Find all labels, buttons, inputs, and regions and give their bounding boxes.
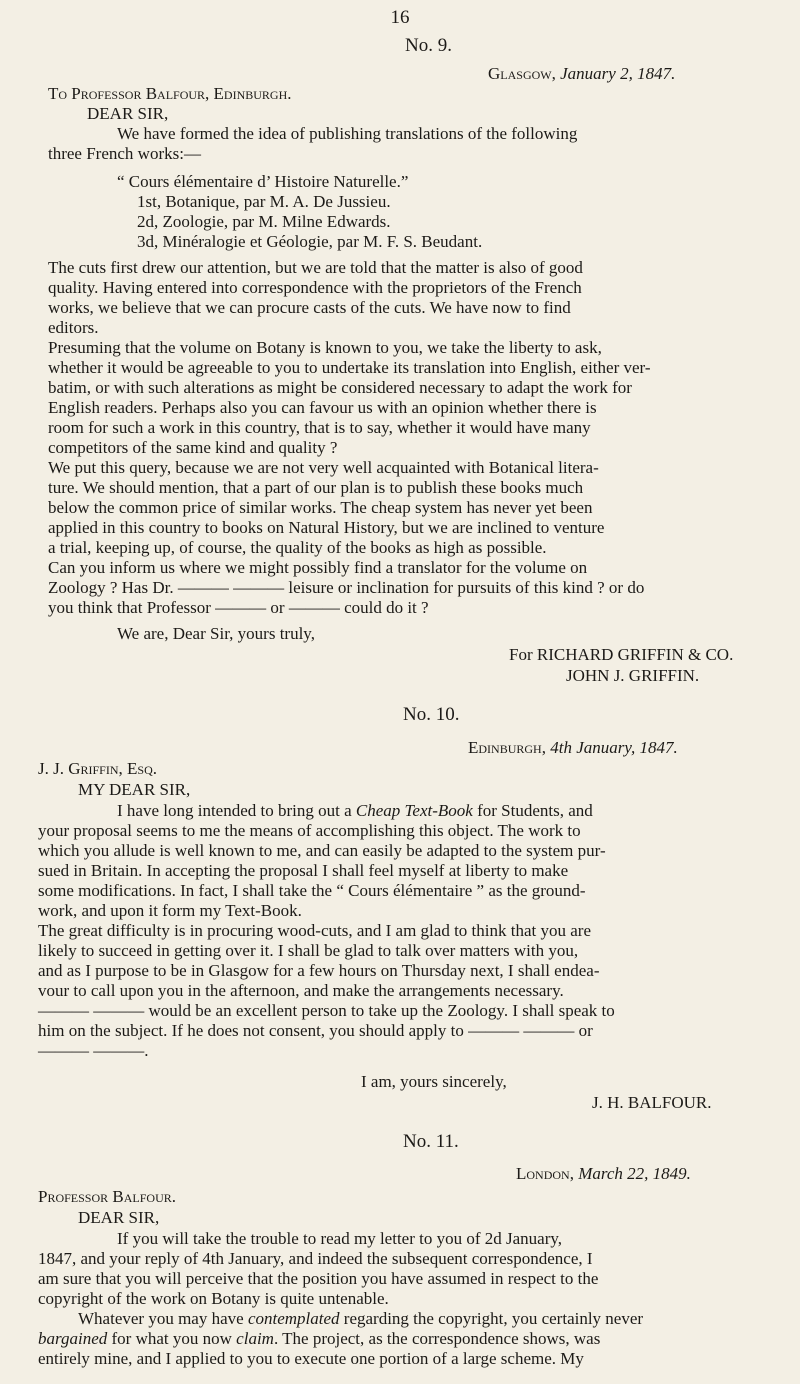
paragraph-line: We have formed the idea of publishing translations of the following <box>117 124 578 143</box>
paragraph-line: Presuming that the volume on Botany is known to you, we take the liberty to ask, <box>48 338 602 357</box>
paragraph-line: three French works:— <box>48 144 201 163</box>
paragraph-line: editors. <box>48 318 99 337</box>
letter-addressee: Professor Balfour. <box>38 1187 176 1206</box>
letter-date: March 22, 1849. <box>578 1164 691 1183</box>
letter-date: 4th January, 1847. <box>550 738 678 757</box>
paragraph-line: vour to call upon you in the afternoon, and make the arrangements necessary. <box>38 981 564 1000</box>
paragraph-line: Zoology ? Has Dr. ——— ——— leisure or inclination for pursuits of this kind ? or do <box>48 578 645 597</box>
paragraph-line: sued in Britain. In accepting the proposal I shall feel myself at liberty to make <box>38 861 569 880</box>
paragraph-line: Can you inform us where we might possibly find a translator for the volume on <box>48 558 588 577</box>
work-volume: 1st, Botanique, par M. A. De Jussieu. <box>137 192 391 211</box>
paragraph-line: ——— ——— would be an excellent person to take up the Zoology. I shall speak to <box>38 1001 615 1020</box>
paragraph-line: below the common price of similar works. The cheap system has never yet been <box>48 498 593 517</box>
paragraph-line: ——— ———. <box>38 1041 149 1060</box>
letter-salutation: DEAR SIR, <box>87 104 169 123</box>
letter-addressee: J. J. Griffin, Esq. <box>38 759 157 778</box>
letter-number: No. 11. <box>403 1131 459 1152</box>
paragraph-line: your proposal seems to me the means of accomplishing this object. The work to <box>38 821 581 840</box>
paragraph-line: competitors of the same kind and quality ? <box>48 438 338 457</box>
letter-number: No. 9. <box>405 35 452 56</box>
paragraph-line: copyright of the work on Botany is quite untenable. <box>38 1289 389 1308</box>
letter-closing: I am, yours sincerely, <box>361 1072 507 1091</box>
paragraph-line: which you allude is well known to me, and can easily be adapted to the system pur- <box>38 841 606 860</box>
work-title: “ Cours élémentaire d’ Histoire Naturelle.” <box>117 172 409 191</box>
letter-closing: We are, Dear Sir, yours truly, <box>117 624 315 643</box>
paragraph-line: am sure that you will perceive that the position you have assumed in respect to the <box>38 1269 599 1288</box>
letter-place: Edinburgh, <box>468 738 546 757</box>
letter-dateline <box>468 738 678 758</box>
paragraph-line: 1847, and your reply of 4th January, and indeed the subsequent correspondence, I <box>38 1249 593 1268</box>
paragraph-line: ture. We should mention, that a part of our plan is to publish these books much <box>48 478 584 497</box>
paragraph-line: work, and upon it form my Text-Book. <box>38 901 302 920</box>
letter-salutation: DEAR SIR, <box>78 1208 160 1227</box>
paragraph-line: quality. Having entered into correspondence with the proprietors of the French <box>48 278 582 297</box>
paragraph-line: and as I purpose to be in Glasgow for a few hours on Thursday next, I shall endea- <box>38 961 600 980</box>
paragraph-line: I have long intended to bring out a Cheap Text-Book for Students, and <box>117 801 593 820</box>
letter-date: January 2, 1847. <box>560 64 676 83</box>
paragraph-line: likely to succeed in getting over it. I shall be glad to talk over matters with you, <box>38 941 579 960</box>
paragraph-line: applied in this country to books on Natural History, but we are inclined to venture <box>48 518 605 537</box>
paragraph-line: The great difficulty is in procuring wood-cuts, and I am glad to think that you are <box>38 921 591 940</box>
letter-place: London, <box>516 1164 574 1183</box>
letter-dateline <box>516 1164 691 1184</box>
paragraph-line: works, we believe that we can procure casts of the cuts. We have now to find <box>48 298 571 317</box>
paragraph-line: some modifications. In fact, I shall take the “ Cours élémentaire ” as the ground- <box>38 881 586 900</box>
paragraph-line: batim, or with such alterations as might be considered necessary to adapt the work for <box>48 378 632 397</box>
work-volume: 2d, Zoologie, par M. Milne Edwards. <box>137 212 391 231</box>
page-number: 16 <box>390 7 410 28</box>
letter-salutation: MY DEAR SIR, <box>78 780 191 799</box>
work-volume: 3d, Minéralogie et Géologie, par M. F. S. Beudant. <box>137 232 483 251</box>
paragraph-line: If you will take the trouble to read my letter to you of 2d January, <box>117 1229 563 1248</box>
paragraph-line: English readers. Perhaps also you can favour us with an opinion whether there is <box>48 398 597 417</box>
letter-signature: JOHN J. GRIFFIN. <box>566 666 700 685</box>
letter-signature: For RICHARD GRIFFIN & CO. <box>509 645 734 664</box>
paragraph-line: room for such a work in this country, that is to say, whether it would have many <box>48 418 591 437</box>
letter-number: No. 10. <box>403 704 460 725</box>
letter-signature: J. H. BALFOUR. <box>592 1093 712 1112</box>
paragraph-line: The cuts first drew our attention, but we are told that the matter is also of good <box>48 258 583 277</box>
paragraph-line: We put this query, because we are not very well acquainted with Botanical litera- <box>48 458 599 477</box>
paragraph-line: a trial, keeping up, of course, the quality of the books as high as possible. <box>48 538 547 557</box>
paragraph-line: whether it would be agreeable to you to undertake its translation into English, either ver- <box>48 358 651 377</box>
paragraph-line: Whatever you may have contemplated regarding the copyright, you certainly never <box>78 1309 644 1328</box>
letter-addressee: To Professor Balfour, Edinburgh. <box>48 84 292 103</box>
letter-place: Glasgow, <box>488 64 556 83</box>
paragraph-line: him on the subject. If he does not consent, you should apply to ——— ——— or <box>38 1021 593 1040</box>
paragraph-line: bargained for what you now claim. The project, as the correspondence shows, was <box>38 1329 601 1348</box>
paragraph-line: entirely mine, and I applied to you to execute one portion of a large scheme. My <box>38 1349 584 1368</box>
paragraph-line: you think that Professor ——— or ——— could do it ? <box>48 598 429 617</box>
letter-dateline <box>488 64 675 84</box>
